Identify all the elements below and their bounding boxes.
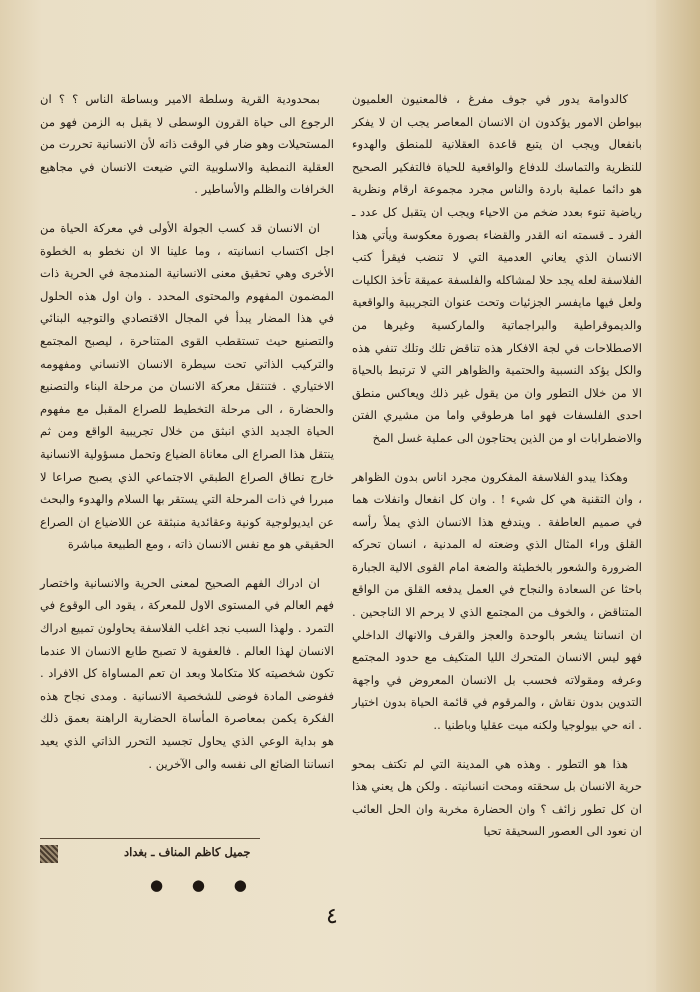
- paragraph: كالدوامة يدور في جوف مفرغ ، فالمعنيون العلميون بيواطن الامور يؤكدون ان الانسان المعاصر يجب ان لا يفكر بانفعال ويجب ان يتبع قاعدة العقلانية للمنطق والهدوء للنظرية والتماسك للدفاع والواقعية للحياة فالتفكير الصحيح هو دائما عملية باردة والناس مجرد مجموعة ارقام ونظرية رياضية تنوء بعدد ضخم من الاحياء ويجب ان يتقبل كل عدد ـ الفرد ـ قسمته انه القدر والقضاء بصورة معكوسة ويأتي هذا الانسان الذي يعاني العدمية التي لا تنضب فيقرأ كتب الفلاسفة لعله يجد حلا لمشاكله والفلسفة عميقة تأخذ الكليات ولعل فيها مايفسر الجزئيات وتحت عنوان التجريبية والواقعية والديموقراطية والبراجماتية والماركسية وغيرها من الاصطلاحات في لجة الافكار هذه تناقض تلك وتلك تنفي هذه والكل يؤكد النسبية والحتمية والظواهر التي لا ترتبط بالحياة الا من خلال التطور وان من يقول غير ذلك ويعاكس منطق احدى الفلسفات فهو اما هرطوقي واما من مشيري الفتن والاضطرابات او من الذين يحتاجون الى عملية غسل المخ: [352, 92, 642, 445]
- paragraph: هذا هو التطور . وهذه هي المدينة التي لم تكتف بمحو حرية الانسان بل سحقته ومحت انسانيته . ولكن هل يعني هذا ان كل تطور زائف ؟ وان الحضارة مخربة وان الحل العائب ان نعود الى العصور السحيقة تحيا: [352, 756, 642, 839]
- paragraph: بمحدودية القرية وسلطة الامير وبساطة الناس ؟ ؟ ان الرجوع الى حياة القرون الوسطى لا يقبل به الزمن فهو من المستحيلات وهو ضار في الوقت ذاته لأن الانسانية تحررت من العقلية النمطية والاسلوبية التي ضيعت الانسان في مجاهيع الخرافات والظلم والأساطير .: [40, 92, 334, 197]
- page-edge: [656, 0, 700, 992]
- author-stamp-icon: [40, 845, 58, 863]
- article-column-right: [352, 88, 642, 859]
- paragraph: ان الانسان قد كسب الجولة الأولى في معركة الحياة من اجل اكتساب انسانيته ، وما علينا الا ان نخطو به الخطوة الأخرى وهي تحقيق معنى الانسانية المندمجة في الحرية ذات المضمون المفهوم والمحتوى المحدد . وان اول هذه الحلول في هذا المضار يبدأ في المجال الاقتصادي والتوجيه البنائي والتصنيع حيث تستقطب القوى المتناحرة ، ليصبح المجتمع والتركيب الذاتي تحت سيطرة الانسان الانساني ومفهومه الاختياري . فتنتقل معركة الانسان من مرحلة البناء والتصنيع والحضارة ، الى مرحلة التخطيط للصراع المقبل مع مفهوم الحياة الجديد الذي انبثق من خلال تجريبية الواقع ومن ثم ينتقل هذا الصراع الى معاناة الضياع وتحمل مسؤولية الانسانية خارج نطاق الصراع الطبقي الاجتماعي الذي يصبح صراعا لا مبررا في ذات المرحلة التي يستقر بها السلام والهدوء والبحث عن ايديولوجية كونية وعقائدية منبثقة عن اللاضياع ان الصراع الحقيقي هو مع نفس الانسان ذاته ، ومع الطبيعة مباشرة: [40, 220, 334, 552]
- article-column-left: [40, 88, 334, 791]
- paragraph: وهكذا يبدو الفلاسفة المفكرون مجرد اناس بدون الظواهر ، وان التقنية هي كل شيء ! . وان كل انفعال وانفلات هما في صميم العاطفة . ويندفع هذا الانسان الذي يملأ رأسه القلق وراء المثال الذي وضعته له المدنية ، انسان تحركه الضرورة والشعور بالخطيئة والضعة امام القوى الالية الجبارة باحثا عن السعادة والنجاح في العمل يدفعه القلق من الواقع المتناقض ، والخوف من المجتمع الذي لا يرحم الا الناجحين . ان انساننا يشعر بالوحدة والعجز والقرف والانهاك الداخلي فهو ليس الانسان المتحرك الليا المتكيف مع حدود المجتمع وعرفه ومقولاته فحسب بل الانسان المعروض في واجهة التدوين بدون نقاش ، والمرقوم في قائمة الحياة بدون اختيار . انه حي بيولوجيا ولكنه ميت عقليا وباطنيا ..: [352, 469, 642, 733]
- author-name: جميل كاظم المناف ـ بغداد: [124, 845, 251, 859]
- page-number: ٤: [326, 904, 338, 929]
- end-marks: ● ● ●: [150, 876, 259, 894]
- paragraph: ان ادراك الفهم الصحيح لمعنى الحرية والانسانية واختصار فهم العالم في المستوى الاول للمعركة ، يقود الى الوقوع في التمرد . ولهذا السبب نجد اغلب الفلاسفة يحاولون تمييع ادراك الانسان لهذا العالم . فالعفوية لا تصبح طابع الانسان الا عندما تكون شخصيته كلا متكاملا وبعد ان تعم المساواة كل الافراد . ففوضى المادة فوضى للشخصية الانسانية . ومدى نجاح هذه الفكرة يكمن بمعاصرة المأساة الحضارية الراهنة بعمق ذلك هو بداية الوعي الذي يحاول تجسيد التحرر الذاتي الذي يعيد انساننا الضائع الى نفسه والى الآخرين .: [40, 575, 334, 771]
- author-signature: [40, 838, 260, 863]
